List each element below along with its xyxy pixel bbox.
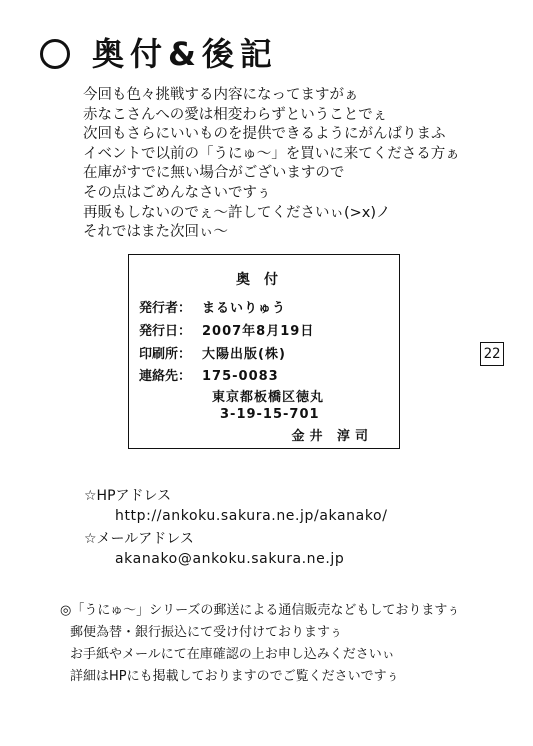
afterword-line: 在庫がすでに無い場合がございますので [83, 165, 345, 182]
publisher-label: 発行者： [139, 301, 192, 316]
afterword-line: 次回もさらにいいものを提供できるようにがんばりまふ [83, 126, 446, 143]
colophon-box [128, 254, 400, 449]
contact-row [139, 365, 279, 384]
colophon-heading: 奥付 [236, 272, 292, 288]
afterword-line: 再販もしないのでぇ〜許してくださいぃ(>x)ノ [83, 204, 391, 221]
afterword-line: 今回も色々挑戦する内容になってますがぁ [83, 87, 359, 103]
afterword-line: 赤なこさんへの愛は相変わらずということでぇ [83, 106, 388, 123]
publisher-value: まるいりゅう [202, 301, 287, 316]
contact-postal: 175-0083 [202, 369, 279, 384]
contact-label: 連絡先： [139, 369, 192, 384]
publisher-row [139, 297, 286, 316]
hp-url-link[interactable]: http://ankoku.sakura.ne.jp/akanako/ [115, 508, 388, 524]
afterword-line: イベントで以前の「うにゅ〜」を買いに来てくださる方ぁ [83, 145, 460, 162]
printer-row [139, 343, 286, 362]
page-number: 22 [480, 342, 504, 366]
notice-line: 郵便為替・銀行振込にて受け付けておりますぅ [70, 625, 343, 640]
hp-label: ☆HPアドレス [84, 488, 172, 504]
printer-label: 印刷所： [139, 347, 192, 362]
afterword-line: それではまた次回ぃ〜 [83, 224, 228, 241]
printer-value: 大陽出版(株) [202, 347, 286, 362]
contact-address: 東京都板橋区徳丸 [212, 390, 325, 405]
signature: 金井 淳司 [291, 429, 373, 444]
date-value: 2007年8月19日 [202, 324, 315, 339]
notice-line: ◎「うにゅ〜」シリーズの郵送による通信販売などもしておりますぅ [60, 603, 461, 618]
mail-address-link[interactable]: akanako@ankoku.sakura.ne.jp [115, 551, 345, 567]
date-label: 発行日： [139, 324, 192, 339]
notice-line: お手紙やメールにて在庫確認の上お申し込みくださいぃ [70, 647, 395, 662]
notice-line: 詳細はHPにも掲載しておりますのでご覧くださいですぅ [70, 669, 400, 684]
afterword-text [83, 86, 460, 243]
page-title: 奥付&後記 [92, 35, 278, 73]
title-row [40, 36, 278, 72]
circle-icon [40, 39, 70, 69]
date-row [139, 320, 314, 339]
afterword-line: その点はごめんなさいですぅ [83, 184, 272, 201]
contact-number: 3-19-15-701 [220, 407, 320, 422]
mail-label: ☆メールアドレス [84, 531, 194, 547]
mail-order-notice [60, 600, 460, 688]
